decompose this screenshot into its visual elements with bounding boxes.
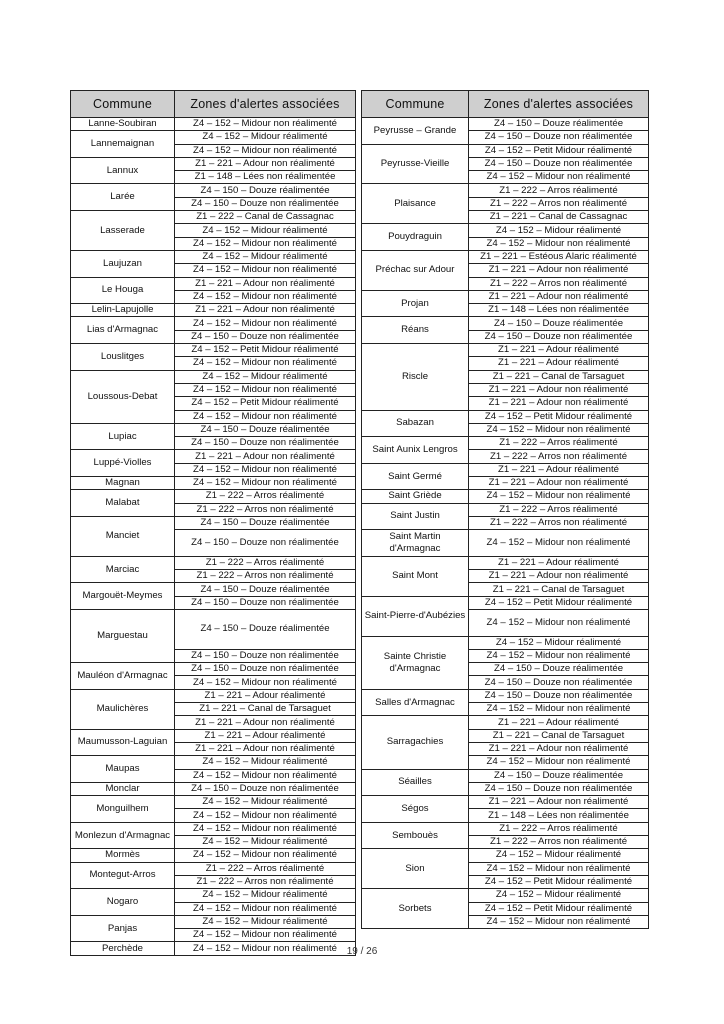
commune-cell: Magnan bbox=[71, 477, 175, 490]
table-row bbox=[71, 250, 356, 263]
commune-cell: Pouydraguin bbox=[362, 224, 469, 251]
commune-cell: Perchède bbox=[71, 942, 175, 955]
commune-cell: Saint Martin d'Armagnac bbox=[362, 530, 469, 557]
zone-cell: Z4 – 152 – Midour non réalimenté bbox=[175, 849, 356, 862]
table-row bbox=[362, 689, 649, 702]
zone-cell: Z4 – 152 – Midour non réalimenté bbox=[469, 915, 649, 928]
table-row bbox=[71, 796, 356, 809]
table-row bbox=[71, 490, 356, 503]
zone-cell: Z4 – 152 – Midour réalimenté bbox=[175, 250, 356, 263]
zone-cell: Z1 – 221 – Adour réalimenté bbox=[469, 556, 649, 569]
zone-cell: Z4 – 152 – Midour non réalimenté bbox=[469, 649, 649, 662]
zone-cell: Z4 – 152 – Midour non réalimenté bbox=[469, 703, 649, 716]
commune-cell: Peyrusse – Grande bbox=[362, 118, 469, 145]
zone-cell: Z4 – 150 – Douze non réalimentée bbox=[469, 330, 649, 343]
commune-cell: Lanne-Soubiran bbox=[71, 118, 175, 131]
commune-cell: Saint Griède bbox=[362, 490, 469, 503]
header-zones: Zones d'alertes associées bbox=[469, 91, 649, 118]
zone-cell: Z4 – 152 – Midour non réalimenté bbox=[469, 862, 649, 875]
zone-cell: Z4 – 152 – Midour réalimenté bbox=[175, 131, 356, 144]
commune-cell: Panjas bbox=[71, 915, 175, 942]
table-row bbox=[71, 556, 356, 569]
table-row bbox=[362, 224, 649, 237]
table-row bbox=[362, 596, 649, 609]
commune-cell: Lannemaignan bbox=[71, 131, 175, 158]
zone-cell: Z4 – 152 – Midour réalimenté bbox=[469, 636, 649, 649]
table-body-left bbox=[71, 118, 356, 956]
commune-cell: Saint Germé bbox=[362, 463, 469, 490]
table-row bbox=[362, 490, 649, 503]
table-row bbox=[362, 184, 649, 197]
zone-cell: Z4 – 150 – Douze réalimentée bbox=[175, 423, 356, 436]
zone-cell: Z4 – 152 – Midour non réalimenté bbox=[175, 383, 356, 396]
commune-cell: Séailles bbox=[362, 769, 469, 796]
commune-cell: Louslitges bbox=[71, 344, 175, 371]
table-row bbox=[71, 184, 356, 197]
zone-cell: Z1 – 221 – Adour réalimenté bbox=[469, 357, 649, 370]
table-row bbox=[71, 609, 356, 649]
commune-cell: Monlezun d'Armagnac bbox=[71, 822, 175, 849]
zone-cell: Z4 – 152 – Midour réalimenté bbox=[175, 915, 356, 928]
commune-cell: Sembouès bbox=[362, 822, 469, 849]
zone-cell: Z1 – 222 – Arros réalimenté bbox=[175, 490, 356, 503]
zone-cell: Z4 – 152 – Midour réalimenté bbox=[175, 796, 356, 809]
commune-cell: Malabat bbox=[71, 490, 175, 517]
zone-cell: Z4 – 152 – Midour réalimenté bbox=[175, 756, 356, 769]
zone-cell: Z4 – 152 – Midour non réalimenté bbox=[175, 144, 356, 157]
table-row bbox=[71, 277, 356, 290]
table-row bbox=[362, 769, 649, 782]
table-row bbox=[362, 849, 649, 862]
table-row bbox=[362, 144, 649, 157]
table-row bbox=[71, 516, 356, 529]
table-row bbox=[71, 822, 356, 835]
table-row bbox=[362, 463, 649, 476]
commune-cell: Marciac bbox=[71, 556, 175, 583]
table-row bbox=[71, 157, 356, 170]
commune-cell: Sarragachies bbox=[362, 716, 469, 769]
zone-cell: Z4 – 152 – Petit Midour réalimenté bbox=[175, 344, 356, 357]
table-row bbox=[71, 211, 356, 224]
table-body-right bbox=[362, 118, 649, 929]
zone-cell: Z4 – 152 – Midour réalimenté bbox=[469, 849, 649, 862]
zone-cell: Z1 – 221 – Adour réalimenté bbox=[469, 463, 649, 476]
zone-cell: Z4 – 150 – Douze non réalimentée bbox=[469, 676, 649, 689]
commune-cell: Loussous-Debat bbox=[71, 370, 175, 423]
zone-cell: Z4 – 150 – Douze réalimentée bbox=[469, 317, 649, 330]
table-row bbox=[71, 756, 356, 769]
zone-cell: Z4 – 150 – Douze non réalimentée bbox=[175, 530, 356, 557]
zone-cell: Z4 – 152 – Midour réalimenté bbox=[175, 836, 356, 849]
table-row bbox=[362, 317, 649, 330]
table-row bbox=[362, 636, 649, 649]
zone-cell: Z4 – 152 – Midour non réalimenté bbox=[175, 809, 356, 822]
zone-cell: Z4 – 152 – Midour non réalimenté bbox=[175, 290, 356, 303]
zone-cell: Z4 – 152 – Midour réalimenté bbox=[469, 224, 649, 237]
commune-cell: Lupiac bbox=[71, 423, 175, 450]
zone-cell: Z4 – 150 – Douze réalimentée bbox=[175, 609, 356, 649]
table-row bbox=[362, 796, 649, 809]
zone-cell: Z4 – 150 – Douze non réalimentée bbox=[175, 663, 356, 676]
zone-cell: Z1 – 222 – Arros réalimenté bbox=[469, 822, 649, 835]
zone-cell: Z4 – 152 – Petit Midour réalimenté bbox=[469, 410, 649, 423]
zone-cell: Z4 – 152 – Midour non réalimenté bbox=[175, 676, 356, 689]
table-row bbox=[362, 437, 649, 450]
table-row bbox=[71, 344, 356, 357]
zone-cell: Z1 – 221 – Adour non réalimenté bbox=[175, 304, 356, 317]
zone-cell: Z4 – 152 – Midour non réalimenté bbox=[175, 463, 356, 476]
zone-cell: Z1 – 148 – Lées non réalimentée bbox=[469, 809, 649, 822]
table-row bbox=[71, 889, 356, 902]
zone-cell: Z4 – 152 – Midour non réalimenté bbox=[175, 929, 356, 942]
commune-cell: Monclar bbox=[71, 782, 175, 795]
commune-cell: Mormès bbox=[71, 849, 175, 862]
commune-cell: Salles d'Armagnac bbox=[362, 689, 469, 716]
table-row bbox=[71, 862, 356, 875]
zone-cell: Z4 – 150 – Douze réalimentée bbox=[469, 663, 649, 676]
zone-cell: Z4 – 150 – Douze non réalimentée bbox=[469, 131, 649, 144]
zone-cell: Z1 – 222 – Arros réalimenté bbox=[175, 556, 356, 569]
zone-cell: Z1 – 222 – Arros non réalimenté bbox=[469, 197, 649, 210]
zone-cell: Z4 – 152 – Midour réalimenté bbox=[175, 889, 356, 902]
zone-cell: Z4 – 152 – Midour non réalimenté bbox=[469, 609, 649, 636]
table-row bbox=[362, 822, 649, 835]
commune-cell: Laujuzan bbox=[71, 250, 175, 277]
commune-cell: Saint-Pierre-d'Aubézies bbox=[362, 596, 469, 636]
table-row bbox=[362, 503, 649, 516]
table-row bbox=[362, 250, 649, 263]
zone-cell: Z4 – 152 – Midour non réalimenté bbox=[175, 769, 356, 782]
zone-cell: Z1 – 221 – Adour non réalimenté bbox=[469, 290, 649, 303]
zone-cell: Z4 – 150 – Douze non réalimentée bbox=[469, 689, 649, 702]
commune-cell: Ségos bbox=[362, 796, 469, 823]
zone-cell: Z4 – 150 – Douze non réalimentée bbox=[175, 330, 356, 343]
zone-cell: Z4 – 152 – Midour non réalimenté bbox=[175, 357, 356, 370]
zone-cell: Z1 – 221 – Canal de Tarsaguet bbox=[469, 583, 649, 596]
table-row bbox=[71, 370, 356, 383]
zone-cell: Z1 – 148 – Lées non réalimentée bbox=[469, 304, 649, 317]
zone-cell: Z4 – 152 – Petit Midour réalimenté bbox=[469, 875, 649, 888]
zone-cell: Z4 – 150 – Douze réalimentée bbox=[469, 118, 649, 131]
zone-cell: Z1 – 221 – Estéous Alaric réalimenté bbox=[469, 250, 649, 263]
commune-cell: Sabazan bbox=[362, 410, 469, 437]
table-row bbox=[71, 729, 356, 742]
table-row bbox=[71, 450, 356, 463]
zone-cell: Z1 – 221 – Adour non réalimenté bbox=[175, 277, 356, 290]
commune-cell: Maupas bbox=[71, 756, 175, 783]
table-row bbox=[362, 290, 649, 303]
commune-cell: Plaisance bbox=[362, 184, 469, 224]
zone-cell: Z4 – 152 – Midour réalimenté bbox=[469, 889, 649, 902]
zone-cell: Z4 – 152 – Midour non réalimenté bbox=[469, 237, 649, 250]
zone-cell: Z1 – 221 – Adour réalimenté bbox=[175, 729, 356, 742]
zone-cell: Z4 – 152 – Petit Midour réalimenté bbox=[175, 397, 356, 410]
commune-cell: Luppé-Violles bbox=[71, 450, 175, 477]
table-row bbox=[71, 131, 356, 144]
commune-cell: Saint Justin bbox=[362, 503, 469, 530]
commune-cell: Lias d'Armagnac bbox=[71, 317, 175, 344]
zone-cell: Z1 – 222 – Arros non réalimenté bbox=[175, 570, 356, 583]
commune-cell: Le Houga bbox=[71, 277, 175, 304]
zone-cell: Z1 – 221 – Adour réalimenté bbox=[469, 716, 649, 729]
commune-cell: Manciet bbox=[71, 516, 175, 556]
table-row bbox=[71, 689, 356, 702]
table-row bbox=[71, 304, 356, 317]
commune-cell: Margouët-Meymes bbox=[71, 583, 175, 610]
table-row bbox=[71, 849, 356, 862]
commune-cell: Maumusson-Laguian bbox=[71, 729, 175, 756]
header-commune: Commune bbox=[71, 91, 175, 118]
zone-cell: Z4 – 152 – Petit Midour réalimenté bbox=[469, 144, 649, 157]
zone-cell: Z4 – 152 – Midour non réalimenté bbox=[175, 118, 356, 131]
zone-cell: Z1 – 222 – Arros non réalimenté bbox=[175, 875, 356, 888]
zone-cell: Z4 – 152 – Midour non réalimenté bbox=[175, 822, 356, 835]
zone-cell: Z1 – 221 – Adour non réalimenté bbox=[469, 383, 649, 396]
zone-cell: Z4 – 152 – Midour non réalimenté bbox=[469, 490, 649, 503]
header-commune: Commune bbox=[362, 91, 469, 118]
zone-cell: Z1 – 222 – Arros réalimenté bbox=[469, 184, 649, 197]
zone-cell: Z4 – 152 – Midour non réalimenté bbox=[175, 410, 356, 423]
zone-cell: Z1 – 221 – Canal de Cassagnac bbox=[469, 211, 649, 224]
commune-cell: Saint Aunix Lengros bbox=[362, 437, 469, 464]
zone-cell: Z4 – 150 – Douze non réalimentée bbox=[469, 782, 649, 795]
commune-cell: Mauléon d'Armagnac bbox=[71, 663, 175, 690]
commune-cell: Lelin-Lapujolle bbox=[71, 304, 175, 317]
zone-cell: Z4 – 152 – Midour non réalimenté bbox=[175, 942, 356, 955]
zone-cell: Z4 – 152 – Midour non réalimenté bbox=[175, 477, 356, 490]
zone-cell: Z1 – 221 – Adour non réalimenté bbox=[175, 742, 356, 755]
zone-cell: Z1 – 222 – Arros non réalimenté bbox=[469, 450, 649, 463]
commune-cell: Marguestau bbox=[71, 609, 175, 662]
zone-cell: Z1 – 222 – Canal de Cassagnac bbox=[175, 211, 356, 224]
zone-cell: Z4 – 150 – Douze non réalimentée bbox=[175, 649, 356, 662]
zone-cell: Z4 – 150 – Douze non réalimentée bbox=[175, 596, 356, 609]
commune-cell: Préchac sur Adour bbox=[362, 250, 469, 290]
table-row bbox=[71, 583, 356, 596]
commune-cell: Nogaro bbox=[71, 889, 175, 916]
zone-cell: Z1 – 148 – Lées non réalimentée bbox=[175, 171, 356, 184]
zone-cell: Z4 – 150 – Douze non réalimentée bbox=[469, 157, 649, 170]
commune-cell: Sion bbox=[362, 849, 469, 889]
table-row bbox=[362, 410, 649, 423]
table-row bbox=[362, 530, 649, 557]
table-row bbox=[71, 317, 356, 330]
zone-cell: Z1 – 221 – Adour non réalimenté bbox=[469, 570, 649, 583]
commune-cell: Sainte Christie d'Armagnac bbox=[362, 636, 469, 689]
table-row bbox=[71, 663, 356, 676]
table-row bbox=[71, 118, 356, 131]
zone-cell: Z4 – 150 – Douze réalimentée bbox=[175, 583, 356, 596]
commune-cell: Riscle bbox=[362, 344, 469, 410]
zone-cell: Z1 – 221 – Adour non réalimenté bbox=[469, 397, 649, 410]
zone-cell: Z1 – 221 – Adour réalimenté bbox=[469, 344, 649, 357]
zone-cell: Z1 – 222 – Arros non réalimenté bbox=[469, 516, 649, 529]
commune-cell: Monguilhem bbox=[71, 796, 175, 823]
zone-cell: Z1 – 222 – Arros réalimenté bbox=[469, 503, 649, 516]
communes-table-right bbox=[361, 90, 649, 929]
table-row bbox=[362, 889, 649, 902]
zone-cell: Z4 – 152 – Midour réalimenté bbox=[175, 224, 356, 237]
zone-cell: Z4 – 152 – Midour non réalimenté bbox=[469, 530, 649, 557]
table-row bbox=[362, 344, 649, 357]
commune-cell: Sorbets bbox=[362, 889, 469, 929]
header-zones: Zones d'alertes associées bbox=[175, 91, 356, 118]
zone-cell: Z1 – 222 – Arros réalimenté bbox=[469, 437, 649, 450]
commune-cell: Projan bbox=[362, 290, 469, 317]
zone-cell: Z1 – 222 – Arros non réalimenté bbox=[469, 277, 649, 290]
zone-cell: Z4 – 152 – Midour non réalimenté bbox=[175, 902, 356, 915]
zone-cell: Z1 – 221 – Adour non réalimenté bbox=[175, 157, 356, 170]
table-row bbox=[362, 556, 649, 569]
commune-cell: Réans bbox=[362, 317, 469, 344]
commune-cell: Maulichères bbox=[71, 689, 175, 729]
commune-cell: Peyrusse-Vieille bbox=[362, 144, 469, 184]
zone-cell: Z4 – 152 – Petit Midour réalimenté bbox=[469, 902, 649, 915]
zone-cell: Z4 – 152 – Petit Midour réalimenté bbox=[469, 596, 649, 609]
zone-cell: Z1 – 222 – Arros non réalimenté bbox=[469, 836, 649, 849]
page-number: 19 / 26 bbox=[346, 946, 378, 957]
commune-cell: Larée bbox=[71, 184, 175, 211]
commune-cell: Montegut-Arros bbox=[71, 862, 175, 889]
zone-cell: Z4 – 152 – Midour non réalimenté bbox=[175, 264, 356, 277]
commune-cell: Lasserade bbox=[71, 211, 175, 251]
zone-cell: Z4 – 152 – Midour non réalimenté bbox=[469, 756, 649, 769]
zone-cell: Z4 – 152 – Midour non réalimenté bbox=[175, 237, 356, 250]
table-row bbox=[71, 477, 356, 490]
zone-cell: Z4 – 150 – Douze non réalimentée bbox=[175, 197, 356, 210]
zone-cell: Z4 – 152 – Midour non réalimenté bbox=[469, 171, 649, 184]
zone-cell: Z4 – 150 – Douze non réalimentée bbox=[175, 437, 356, 450]
zone-cell: Z1 – 221 – Adour non réalimenté bbox=[469, 477, 649, 490]
zone-cell: Z4 – 152 – Midour non réalimenté bbox=[175, 317, 356, 330]
table-row bbox=[71, 782, 356, 795]
table-row bbox=[71, 423, 356, 436]
table-row bbox=[71, 915, 356, 928]
zone-cell: Z4 – 152 – Midour réalimenté bbox=[175, 370, 356, 383]
zone-cell: Z1 – 222 – Arros non réalimenté bbox=[175, 503, 356, 516]
zone-cell: Z1 – 221 – Adour non réalimenté bbox=[175, 450, 356, 463]
communes-table-left bbox=[70, 90, 356, 956]
table-row bbox=[362, 118, 649, 131]
zone-cell: Z4 – 150 – Douze non réalimentée bbox=[175, 782, 356, 795]
zone-cell: Z4 – 150 – Douze réalimentée bbox=[175, 516, 356, 529]
zone-cell: Z1 – 221 – Adour non réalimenté bbox=[175, 716, 356, 729]
zone-cell: Z4 – 150 – Douze réalimentée bbox=[175, 184, 356, 197]
commune-cell: Lannux bbox=[71, 157, 175, 184]
zone-cell: Z1 – 221 – Canal de Tarsaguet bbox=[469, 370, 649, 383]
zone-cell: Z1 – 221 – Adour non réalimenté bbox=[469, 742, 649, 755]
zone-cell: Z1 – 221 – Canal de Tarsaguet bbox=[175, 703, 356, 716]
commune-cell: Saint Mont bbox=[362, 556, 469, 596]
zone-cell: Z1 – 222 – Arros réalimenté bbox=[175, 862, 356, 875]
zone-cell: Z1 – 221 – Adour non réalimenté bbox=[469, 264, 649, 277]
zone-cell: Z1 – 221 – Adour non réalimenté bbox=[469, 796, 649, 809]
zone-cell: Z4 – 150 – Douze réalimentée bbox=[469, 769, 649, 782]
zone-cell: Z1 – 221 – Canal de Tarsaguet bbox=[469, 729, 649, 742]
table-row bbox=[362, 716, 649, 729]
zone-cell: Z1 – 221 – Adour réalimenté bbox=[175, 689, 356, 702]
zone-cell: Z4 – 152 – Midour non réalimenté bbox=[469, 423, 649, 436]
